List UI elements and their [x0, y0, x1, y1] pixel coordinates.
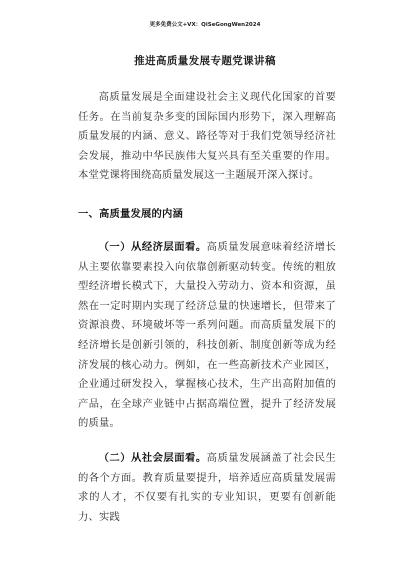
- economic-paragraph: [78, 238, 336, 434]
- document-body: [78, 88, 336, 527]
- economic-text: 高质量发展意味着经济增长从主要依靠要素投入向依靠创新驱动转变。传统的粗放型经济增长模式下，大量投入劳动力、资本和资源，虽然在一定时期内实现了经济总量的快速增长，但带来了资源浪费、环境破坏等一系列问题。而高质量发展下的经济增长是创新引领的，科技创新、制度创新等成为经济发展的核心动力。例如，在一些高新技术产业园区，企业通过研发投入，掌握核心技术，生产出高附加值的产品，在全球产业链中占据高端位置，提升了经济发展的质量。: [78, 240, 337, 430]
- section-heading: 一、高质量发展的内涵: [78, 207, 183, 220]
- document-title: 推进高质量发展专题党课讲稿: [134, 55, 276, 67]
- social-text: 高质量发展涵盖了社会民生的各个方面。教育质量要提升，培养适应高质量发展需求的人才，不仅要有扎实的专业知识，更要有创新能力、实践: [78, 451, 337, 523]
- header-note: 更多免费公文+VX：QiSeGongWen2024: [149, 22, 261, 28]
- social-lead: （二）从社会层面看。: [98, 451, 207, 464]
- intro-paragraph: 高质量发展是全面建设社会主义现代化国家的首要任务。在当前复杂多变的国际国内形势下，深入理解高质量发展的内涵、意义、路径等对于我们党领导经济社会发展，推动中华民族伟大复兴具有至关重要的作用。本堂党课将围绕高质量发展这一主题展开深入探讨。: [78, 91, 336, 182]
- economic-lead: （一）从经济层面看。: [98, 240, 207, 253]
- social-paragraph: [78, 449, 336, 527]
